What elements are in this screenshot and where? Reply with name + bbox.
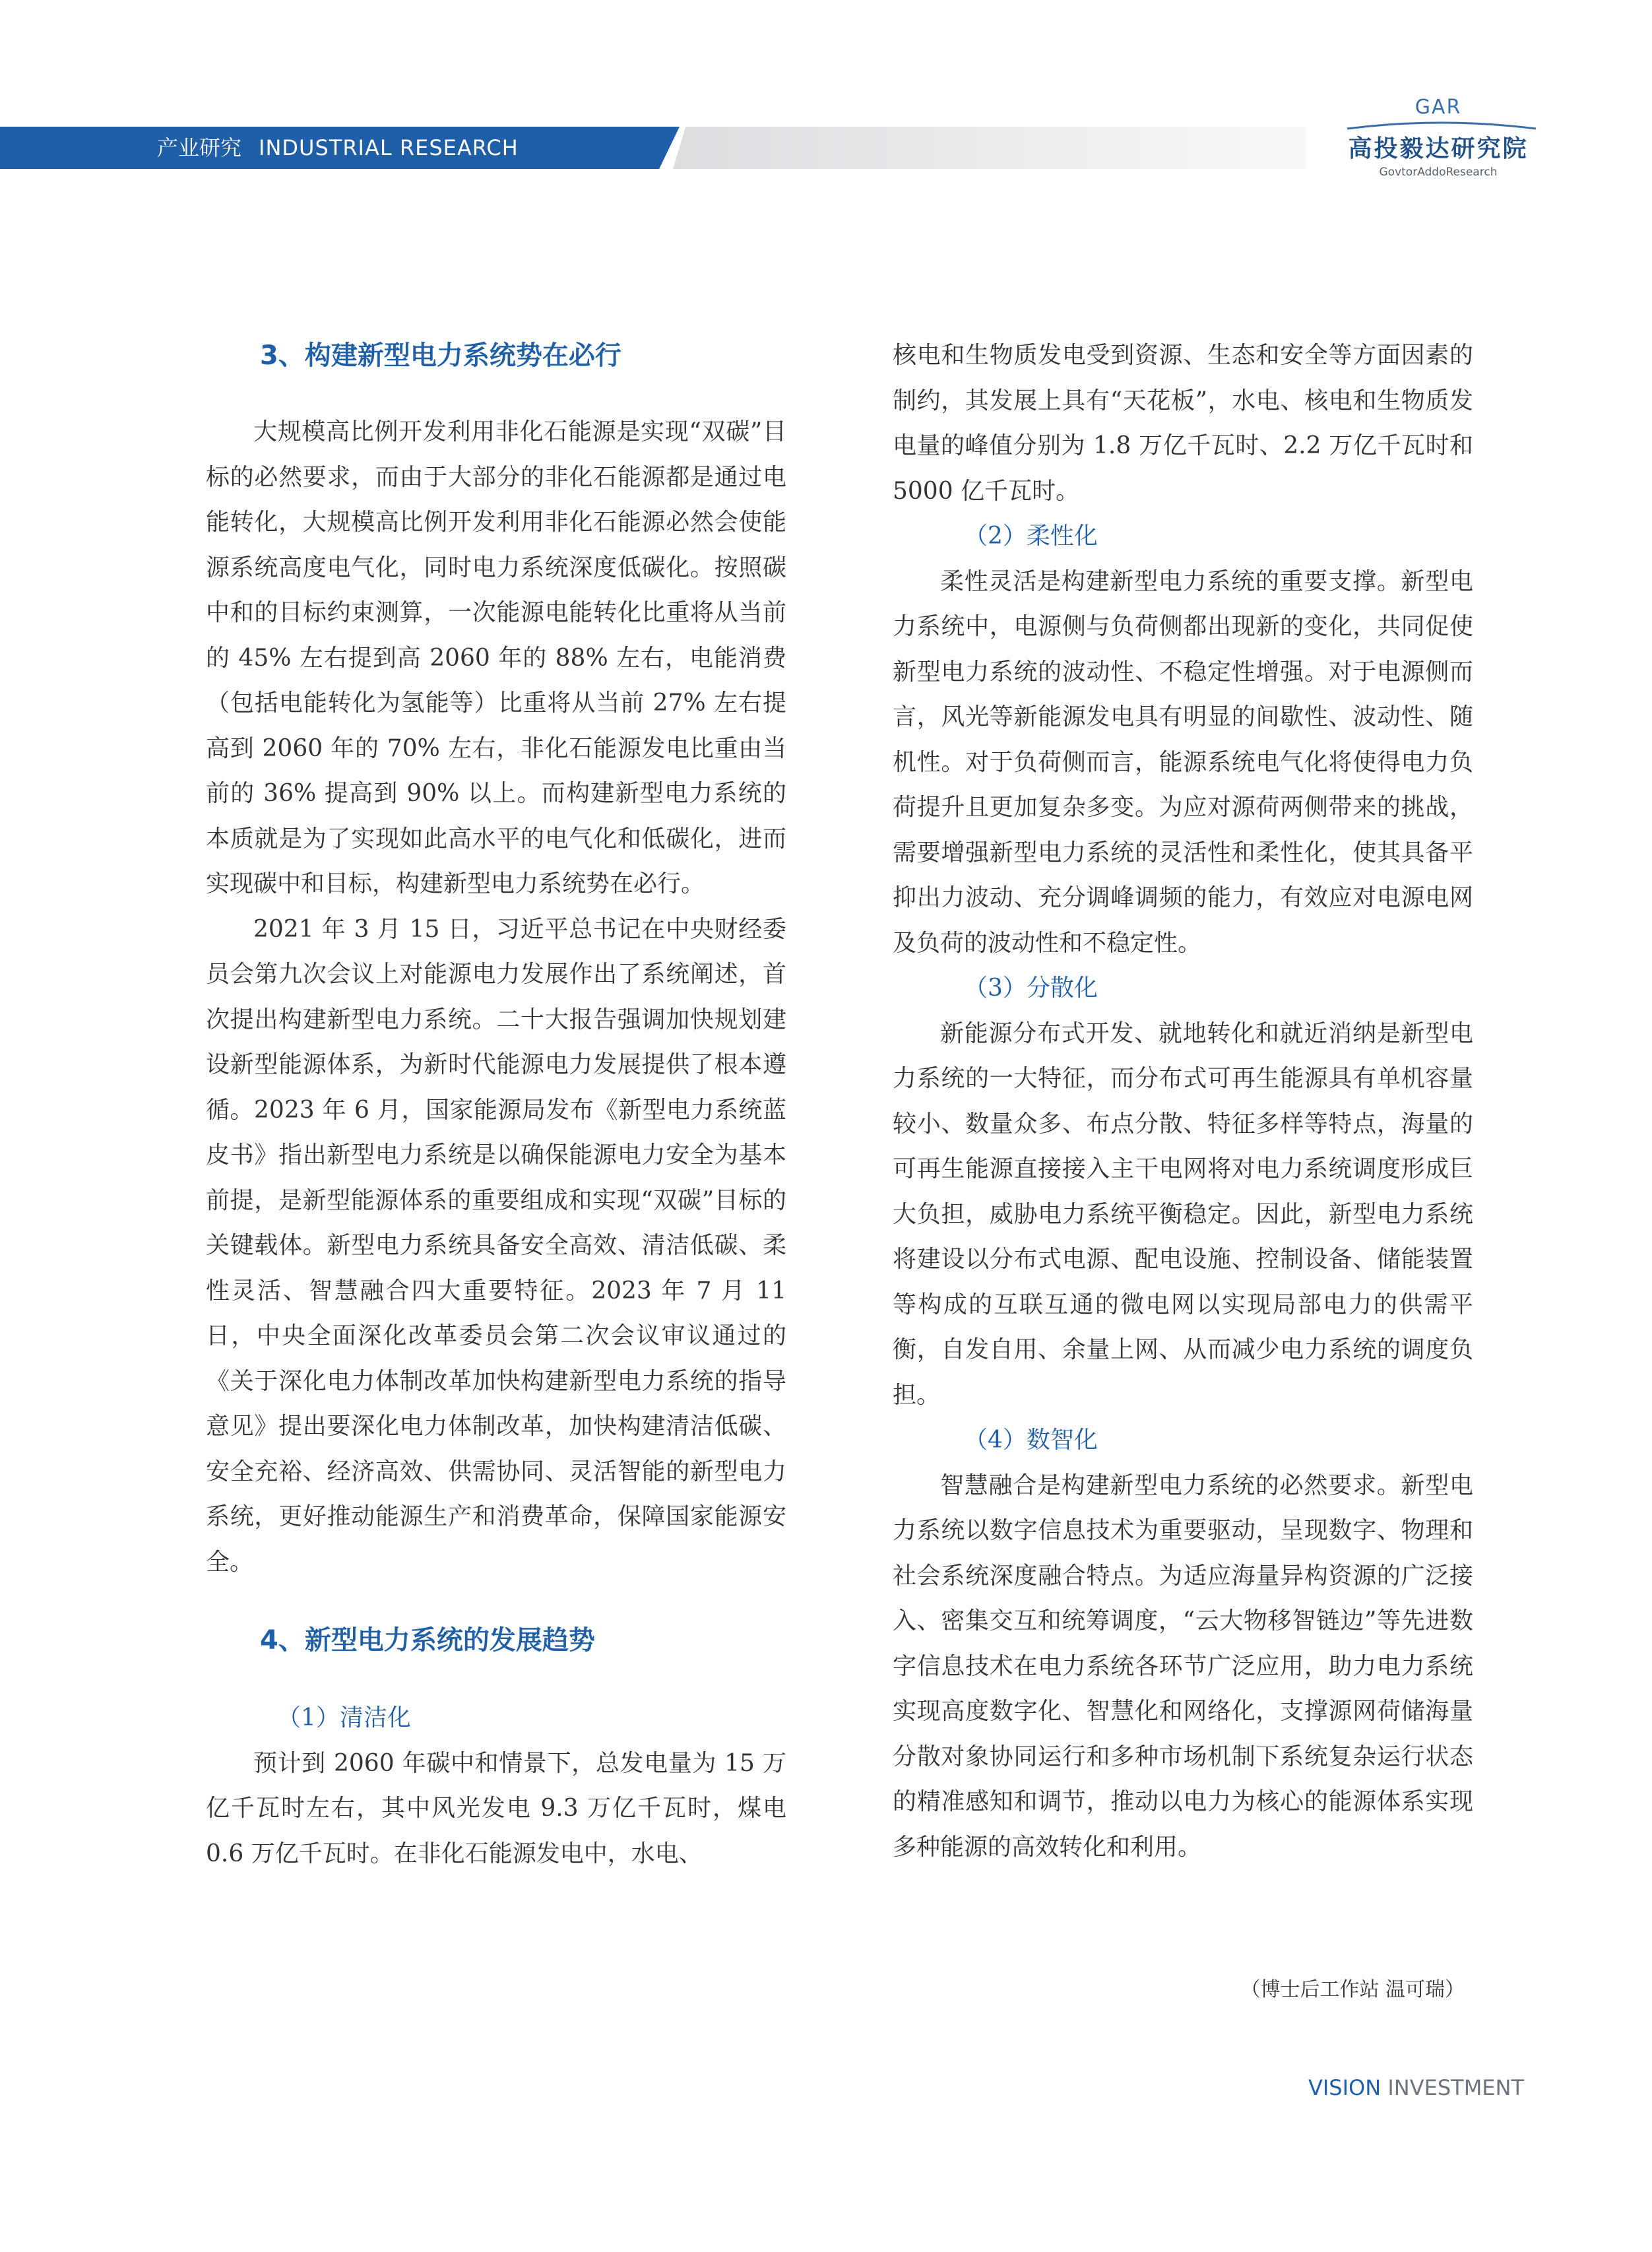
subsection-2-paragraph: 柔性灵活是构建新型电力系统的重要支撑。新型电力系统中，电源侧与负荷侧都出现新的变化，共同促使新型电力系统的波动性、不稳定性增强。对于电源侧而言，风光等新能源发电具有明显的间歇性、波动性、随机性。对于负荷侧而言，能源系统电气化将使得电力负荷提升且更加复杂多变。为应对源荷两侧带来的挑战，需要增强新型电力系统的灵活性和柔性化，使其具备平抑出力波动、充分调峰调频的能力，有效应对电源电网及负荷的波动性和不稳定性。 — [893, 567, 1473, 957]
subsection-4-paragraph: 智慧融合是构建新型电力系统的必然要求。新型电力系统以数字信息技术为重要驱动，呈现数字、物理和社会系统深度融合特点。为适应海量异构资源的广泛接入、密集交互和统筹调度，“云大物移智链边”等先进数字信息技术在电力系统各环节广泛应用，助力电力系统实现高度数字化、智慧化和网络化，支撑源网荷储海量分散对象协同运行和多种市场机制下系统复杂运行状态的精准感知和调节，推动以电力为核心的能源体系实现多种能源的高效转化和利用。 — [893, 1471, 1473, 1861]
subsection-4-title: （4）数智化 — [964, 1427, 1098, 1454]
header-gray-band — [673, 127, 1306, 169]
gar-logo — [1326, 96, 1550, 185]
subsection-3-paragraph: 新能源分布式开发、就地转化和就近消纳是新型电力系统的一大特征，而分布式可再生能源具有单机容量较小、数量众多、布点分散、特征多样等特点，海量的可再生能源直接接入主干电网将对电力系统调度形成巨大负担，威胁电力系统平衡稳定。因此，新型电力系统将建设以分布式电源、配电设施、控制设备、储能装置等构成的互联互通的微电网以实现局部电力的供需平衡，自发自用、余量上网、从而减少电力系统的调度负担。 — [893, 1019, 1473, 1409]
section-label-en: INDUSTRIAL RESEARCH — [259, 135, 519, 160]
author-credit: （博士后工作站 温可瑞） — [1240, 1978, 1465, 2001]
section-3-paragraph-2: 2021 年 3 月 15 日，习近平总书记在中央财经委员会第九次会议上对能源电力发展作出了系统阐述，首次提出构建新型电力系统。二十大报告强调加快规划建设新型能源体系，为新时代能源电力发展提供了根本遵循。2023 年 6 月，国家能源局发布《新型电力系统蓝皮书》指出新型电力系统是以确保能源电力安全为基本前提，是新型能源体系的重要组成和实现“双碳”目标的关键载体。新型电力系统具备安全高效、清洁低碳、柔性灵活、智慧融合四大重要特征。2023 年 7 月 11 日，中央全面深化改革委员会第二次会议审议通过的《关于深化电力体制改革加快构建新型电力系统的指导意见》提出要深化电力体制改革，加快构建清洁低碳、安全充裕、经济高效、供需协同、灵活智能的新型电力系统，更好推动能源生产和消费革命，保障国家能源安全。 — [206, 915, 786, 1576]
subsection-2-title: （2）柔性化 — [964, 523, 1098, 550]
subsection-1-continued: 核电和生物质发电受到资源、生态和安全等方面因素的制约，其发展上具有“天花板”，水电、核电和生物质发电量的峰值分别为 1.8 万亿千瓦时、2.2 万亿千瓦时和 5000 亿千瓦时。 — [893, 342, 1473, 505]
subsection-3-title: （3）分散化 — [964, 975, 1098, 1002]
logo-arc-icon — [1346, 121, 1537, 130]
section-label-cn: 产业研究 — [157, 135, 242, 160]
right-column — [893, 333, 1473, 1870]
section-3-title: 3、构建新型电力系统势在必行 — [260, 340, 621, 371]
logo-name-cn: 高投毅达研究院 — [1348, 135, 1529, 162]
logo-name-en: GovtorAddoResearch — [1379, 166, 1498, 179]
section-3-paragraph-1: 大规模高比例开发利用非化石能源是实现“双碳”目标的必然要求，而由于大部分的非化石能源都是通过电能转化，大规模高比例开发利用非化石能源必然会使能源系统高度电气化，同时电力系统深度低碳化。按照碳中和的目标约束测算，一次能源电能转化比重将从当前的 45% 左右提到高 2060 年的 88% 左右，电能消费（包括电能转化为氢能等）比重将从当前 27% 左右提高到 2060 年的 70% 左右，非化石能源发电比重由当前的 36% 提高到 90% 以上。而构建新型电力系统的本质就是为了实现如此高水平的电气化和低碳化，进而实现碳中和目标，构建新型电力系统势在必行。 — [206, 418, 786, 897]
footer-brand-investment: INVESTMENT — [1387, 2075, 1524, 2100]
section-4-title: 4、新型电力系统的发展趋势 — [260, 1625, 595, 1656]
footer-brand — [1287, 2075, 1524, 2100]
subsection-1-title: （1）清洁化 — [277, 1704, 411, 1731]
left-column — [206, 333, 786, 1877]
subsection-1-paragraph: 预计到 2060 年碳中和情景下，总发电量为 15 万亿千瓦时左右，其中风光发电 9.3 万亿千瓦时，煤电 0.6 万亿千瓦时。在非化石能源发电中，水电、 — [206, 1749, 786, 1867]
logo-abbr: GAR — [1414, 96, 1462, 119]
footer-brand-vision: VISION — [1308, 2075, 1382, 2100]
section-label — [157, 132, 519, 164]
